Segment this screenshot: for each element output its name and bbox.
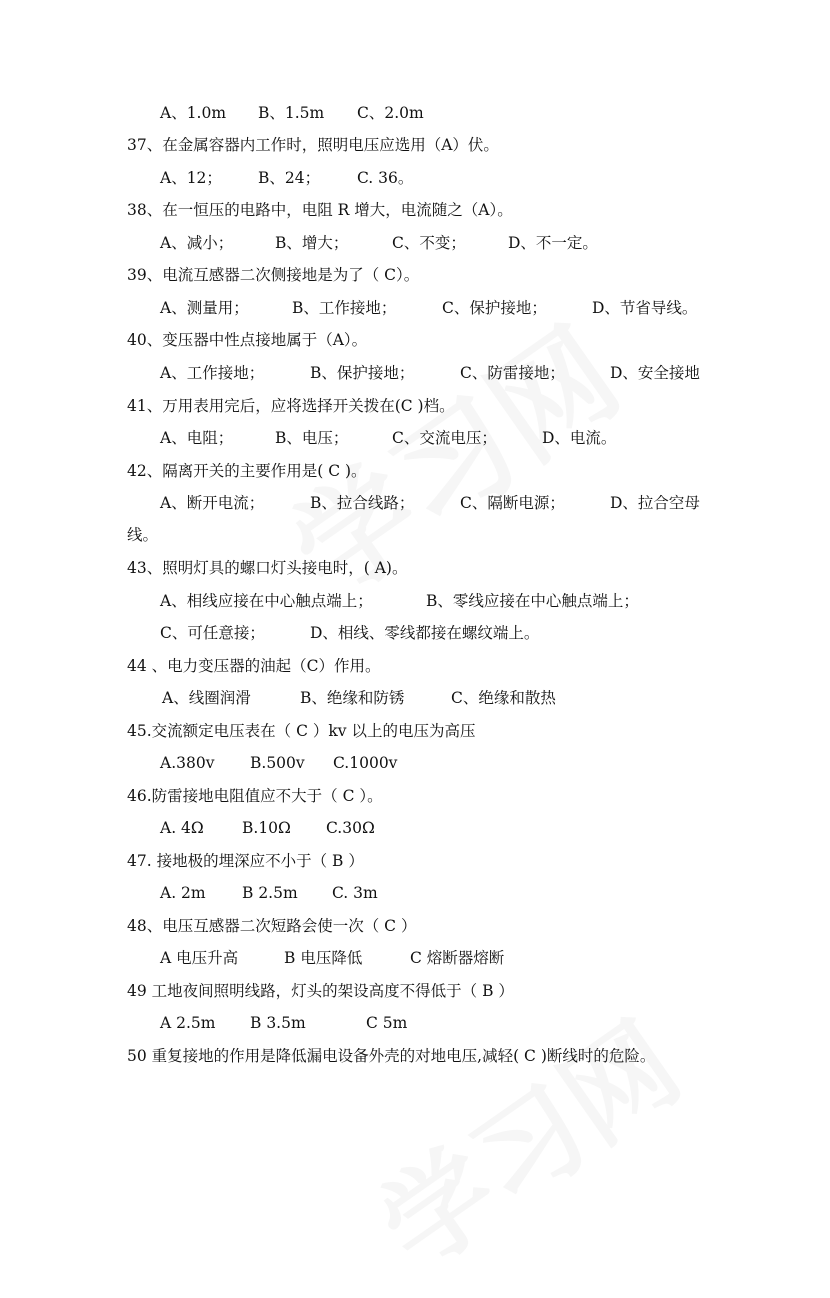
option-a: A. 2m [160, 884, 206, 902]
question-40: 40、变压器中性点接地属于（A）。 [127, 331, 368, 349]
option-c: C、保护接地； [442, 299, 547, 317]
option-b: B、24； [258, 169, 321, 187]
question-39: 39、电流互感器二次侧接地是为了（ C）。 [127, 266, 420, 284]
option-d: D、拉合空母 [610, 494, 700, 512]
option-b: B.10Ω [242, 819, 291, 837]
option-d: D、相线、零线都接在螺纹端上。 [310, 624, 540, 642]
option-a: A. 4Ω [160, 819, 204, 837]
option-c: C、隔断电源； [460, 494, 565, 512]
option-a: A、测量用； [160, 299, 249, 317]
question-41: 41、万用表用完后，应将选择开关拨在(C )档。 [127, 397, 455, 415]
question-43: 43、照明灯具的螺口灯头接电时，( A)。 [127, 559, 408, 577]
question-48: 48、电压互感器二次短路会使一次（ C ） [127, 917, 417, 935]
question-49: 49 工地夜间照明线路，灯头的架设高度不得低于（ B ） [127, 982, 514, 1000]
option-a: A、线圈润滑 [162, 689, 251, 707]
question-45: 45.交流额定电压表在（ C ）kv 以上的电压为高压 [127, 722, 476, 740]
question-47: 47. 接地极的埋深应不小于（ B ） [127, 852, 364, 870]
question-42: 42、隔离开关的主要作用是( C )。 [127, 462, 367, 480]
option-b: B、拉合线路； [310, 494, 415, 512]
question-46: 46.防雷接地电阻值应不大于（ C ）。 [127, 787, 383, 805]
option-b: B、工作接地； [292, 299, 397, 317]
option-d: D、安全接地 [610, 364, 700, 382]
option-b: B、绝缘和防锈 [300, 689, 405, 707]
question-38: 38、在一恒压的电路中，电阻 R 增大，电流随之（A）。 [127, 201, 513, 219]
option-b: B 电压降低 [284, 949, 363, 967]
question-50: 50 重复接地的作用是降低漏电设备外壳的对地电压,减轻( C )断线时的危险。 [127, 1047, 656, 1065]
option-d: D、电流。 [542, 429, 617, 447]
option-a: A 2.5m [160, 1014, 216, 1032]
option-c: C、绝缘和散热 [451, 689, 556, 707]
option-a: A、工作接地； [160, 364, 265, 382]
option-c: C、2.0m [357, 104, 424, 122]
option-c: C.30Ω [326, 819, 375, 837]
option-c: C.1000v [333, 754, 398, 772]
option-d: D、不一定。 [508, 234, 598, 252]
option-b: B、电压； [275, 429, 349, 447]
option-a: A 电压升高 [160, 949, 239, 967]
question-37: 37、在金属容器内工作时，照明电压应选用（A）伏。 [127, 136, 499, 154]
option-c: C、可任意接； [160, 624, 265, 642]
option-b: B、1.5m [258, 104, 325, 122]
option-c: C、不变； [392, 234, 466, 252]
question-44: 44 、电力变压器的油起（C）作用。 [127, 657, 381, 675]
option-a: A、断开电流； [160, 494, 265, 512]
option-b: B 3.5m [250, 1014, 306, 1032]
option-a: A、12； [160, 169, 222, 187]
option-a: A、电阻； [160, 429, 234, 447]
option-c: C、防雷接地； [460, 364, 565, 382]
option-b: B、保护接地； [310, 364, 415, 382]
option-b: B、增大； [275, 234, 349, 252]
option-a: A、相线应接在中心触点端上； [160, 592, 373, 610]
option-c: C 熔断器熔断 [410, 949, 505, 967]
option-a: A、1.0m [160, 104, 227, 122]
option-b: B.500v [250, 754, 305, 772]
option-c: C. 36。 [357, 169, 414, 187]
option-c: C. 3m [332, 884, 378, 902]
option-c: C 5m [366, 1014, 408, 1032]
option-b: B 2.5m [242, 884, 298, 902]
option-b: B、零线应接在中心触点端上； [426, 592, 639, 610]
option-a: A、减小； [160, 234, 234, 252]
option-d-continuation: 线。 [127, 526, 159, 544]
option-d: D、节省导线。 [592, 299, 698, 317]
option-a: A.380v [160, 754, 215, 772]
option-c: C、交流电压； [392, 429, 497, 447]
